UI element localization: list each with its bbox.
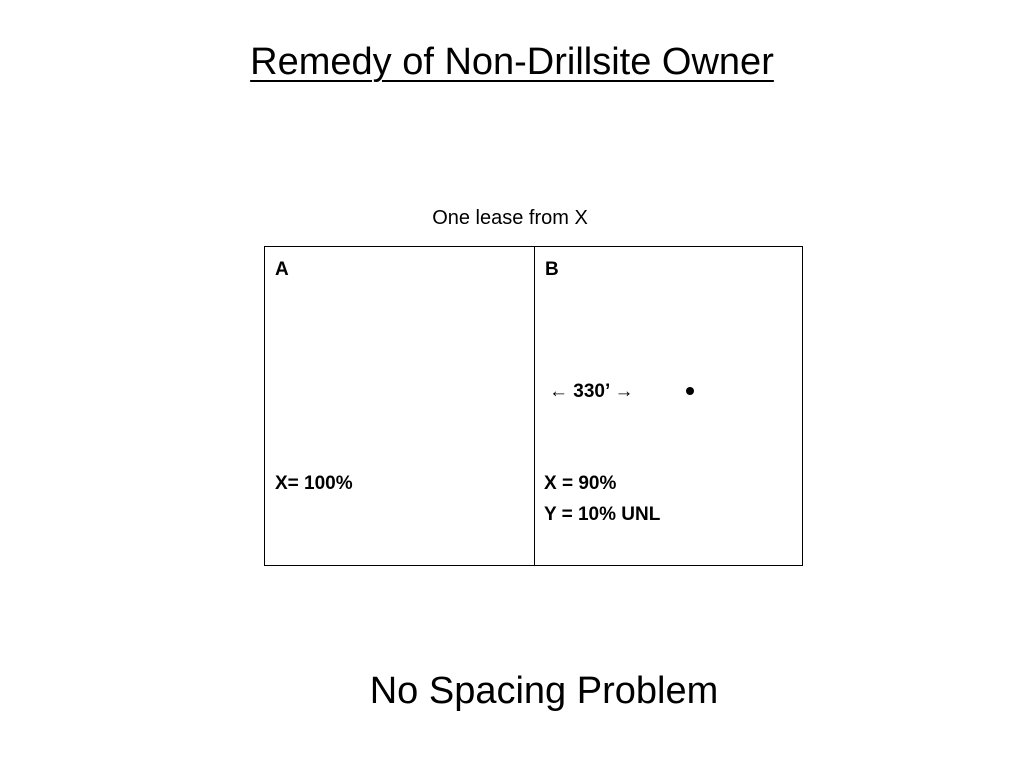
distance-label: ← 330’ →: [549, 381, 634, 402]
slide-title: Remedy of Non-Drillsite Owner: [250, 41, 774, 83]
tract-b-label: B: [545, 259, 559, 280]
lease-caption: One lease from X: [432, 207, 588, 229]
tract-a-label: A: [275, 259, 289, 280]
well-location-dot: [686, 387, 694, 395]
lease-diagram: [264, 246, 803, 566]
tract-b: [535, 247, 802, 565]
tract-a-ownership-x: X= 100%: [275, 473, 353, 494]
conclusion-text: No Spacing Problem: [369, 670, 719, 712]
tract-b-ownership-x: X = 90%: [544, 473, 617, 494]
tract-a: [265, 247, 534, 565]
tract-b-ownership-y: Y = 10% UNL: [544, 504, 661, 525]
